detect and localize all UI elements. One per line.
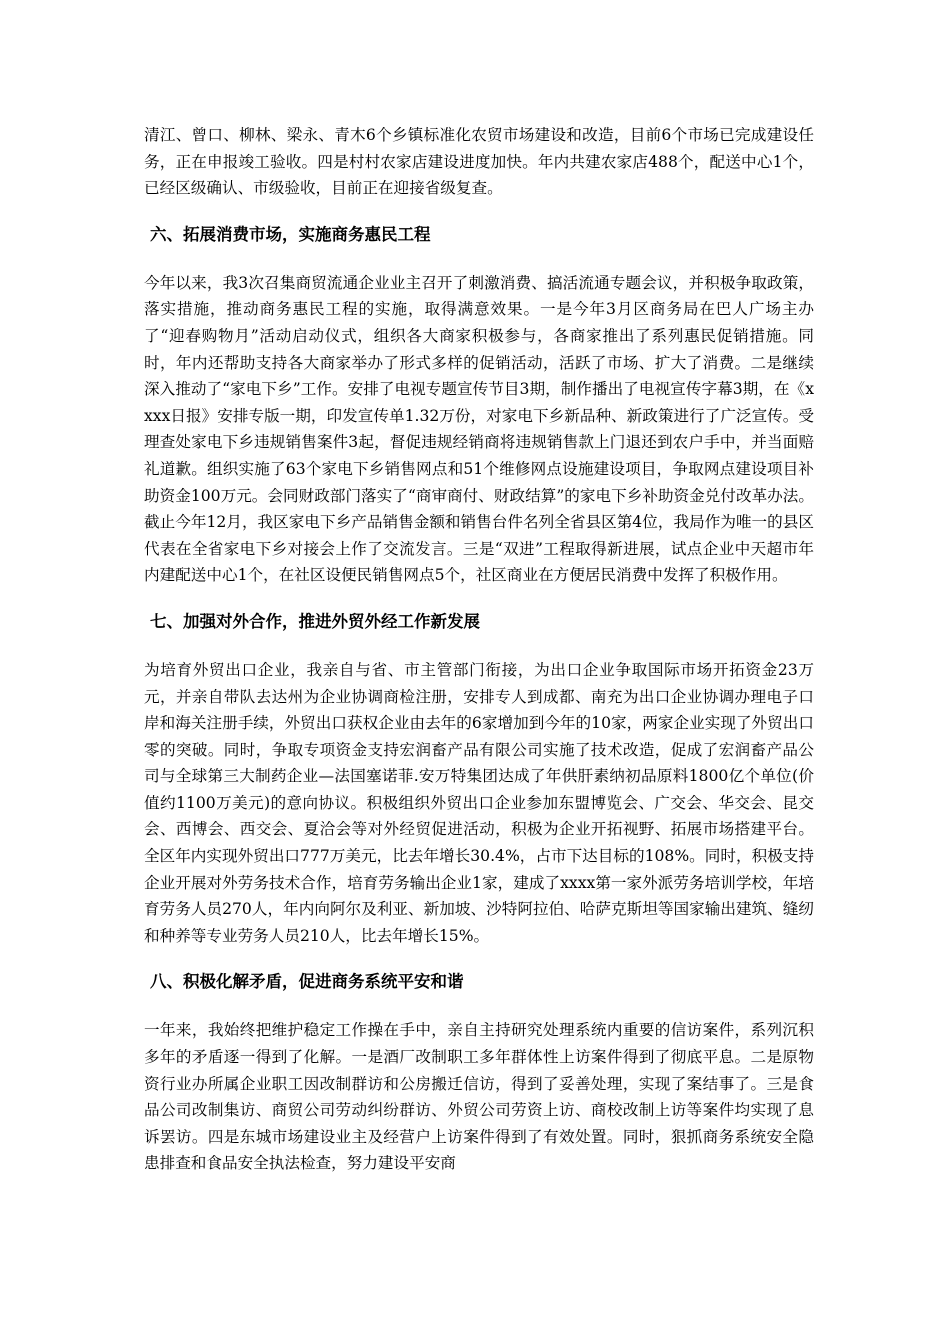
spacer (144, 949, 814, 969)
spacer (144, 589, 814, 609)
spacer (144, 248, 814, 270)
section-heading-7: 七、加强对外合作，推进外贸外经工作新发展 (150, 611, 480, 631)
section-heading-8: 八、积极化解矛盾，促进商务系统平安和谐 (150, 972, 464, 992)
section-body-6: 今年以来，我3次召集商贸流通企业业主召开了刺激消费、搞活流通专题会议，并积极争取政策，落实措施，推动商务惠民工程的实施，取得满意效果。一是今年3月区商务局在巴人广场主办了“迎春购物月”活动启动仪式，组织各大商家积极参与，各商家推出了系列惠民促销措施。同时，年内还帮助支持各大商家举办了形式多样的促销活动，活跃了市场、扩大了消费。二是继续深入推动了“家电下乡”工作。安排了电视专题宣传节目3期，制作播出了电视宣传字幕3期，在《xxxx日报》安排专版一期，印发宣传单1.32万份，对家电下乡新品种、新政策进行了广泛宣传。受理查处家电下乡违规销售案件3起，督促违规经销商将违规销售款上门退还到农户手中，并当面赔礼道歉。组织实施了63个家电下乡销售网点和51个维修网点设施建设项目，争取网点建设项目补助资金100万元。会同财政部门落实了“商审商付、财政结算”的家电下乡补助资金兑付改革办法。截止今年12月，我区家电下乡产品销售金额和销售台件名列全省县区第4位，我局作为唯一的县区代表在全省家电下乡对接会上作了交流发言。三是“双进”工程取得新进展，试点企业中天超市年内建配送中心1个，在社区设便民销售网点5个，社区商业在方便居民消费中发挥了积极作用。 (144, 273, 814, 585)
spacer (144, 635, 814, 657)
section-heading-6: 六、拓展消费市场，实施商务惠民工程 (150, 224, 431, 244)
section-body-8: 一年来，我始终把维护稳定工作操在手中，亲自主持研究处理系统内重要的信访案件，系列沉积多年的矛盾逐一得到了化解。一是酒厂改制职工多年群体性上访案件得到了彻底平息。二是原物资行业办所属企业职工因改制群访和公房搬迁信访，得到了妥善处理，实现了案结事了。三是食品公司改制集访、商贸公司劳动纠纷群访、外贸公司劳资上访、商校改制上访等案件均实现了息诉罢访。四是东城市场建设业主及经营户上访案件得到了有效处置。同时，狠抓商务系统安全隐患排查和食品安全执法检查，努力建设平安商 (144, 1021, 814, 1173)
spacer (144, 995, 814, 1017)
document-page (144, 122, 814, 1177)
spacer (144, 202, 814, 222)
intro-paragraph: 清江、曾口、柳林、梁永、青木6个乡镇标准化农贸市场建设和改造，目前6个市场已完成建设任务，正在申报竣工验收。四是村村农家店建设进度加快。年内共建农家店488个，配送中心1个，已经区级确认、市级验收，目前正在迎接省级复查。 (144, 126, 814, 198)
section-body-7: 为培育外贸出口企业，我亲自与省、市主管部门衔接，为出口企业争取国际市场开拓资金23万元，并亲自带队去达州为企业协调商检注册，安排专人到成都、南充为出口企业协调办理电子口岸和海关注册手续，外贸出口获权企业由去年的6家增加到今年的10家，两家企业实现了外贸出口零的突破。同时，争取专项资金支持宏润畜产品有限公司实施了技术改造，促成了宏润畜产品公司与全球第三大制药企业—法国塞诺菲.安万特集团达成了年供肝素纳初品原料1800亿个单位(价值约1100万美元)的意向协议。积极组织外贸出口企业参加东盟博览会、广交会、华交会、昆交会、西博会、西交会、夏洽会等对外经贸促进活动，积极为企业开拓视野、拓展市场搭建平台。全区年内实现外贸出口777万美元，比去年增长30.4%，占市下达目标的108%。同时，积极支持企业开展对外劳务技术合作，培育劳务输出企业1家，建成了xxxx第一家外派劳务培训学校，年培育劳务人员270人，年内向阿尔及利亚、新加坡、沙特阿拉伯、哈萨克斯坦等国家输出建筑、缝纫和种养等专业劳务人员210人，比去年增长15%。 (144, 660, 814, 945)
